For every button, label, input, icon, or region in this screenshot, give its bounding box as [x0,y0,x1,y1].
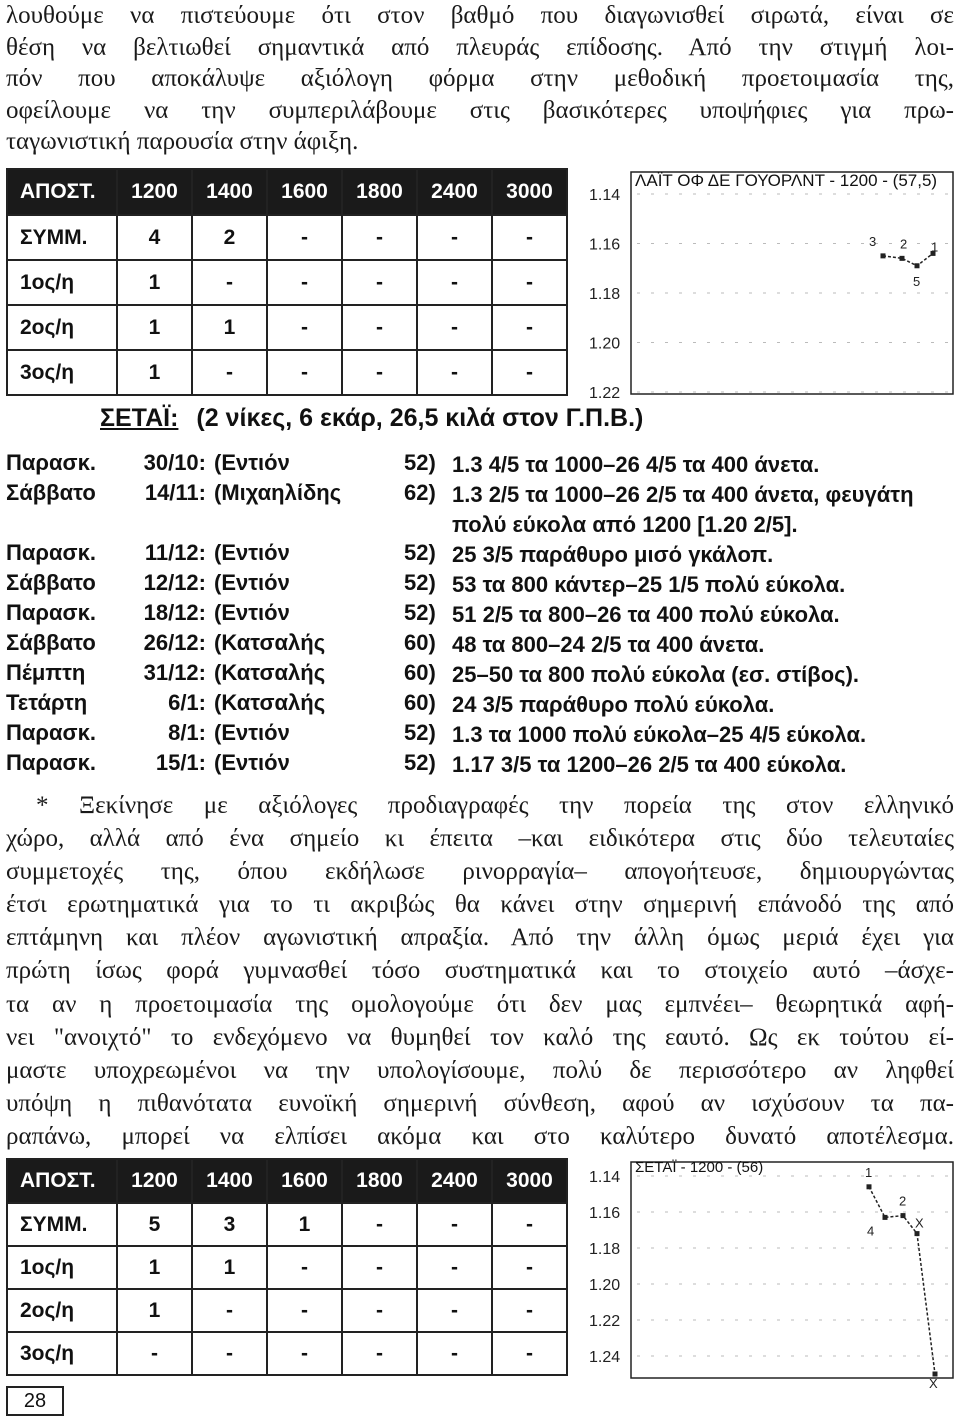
table-cell: 1ος/η [7,260,117,305]
table-header-cell: 1200 [117,1159,192,1203]
table-cell: - [342,350,417,395]
table-cell: - [492,350,567,395]
race-weight: 52) [404,570,436,595]
table-cell: 2ος/η [7,305,117,350]
race-jockey: (Κατσαλής [214,630,326,655]
table-cell: - [417,350,492,395]
list-item [6,450,956,480]
table-cell: - [267,1246,342,1289]
table-cell: - [417,260,492,305]
table-header-cell: 1400 [192,169,267,215]
race-comment: 1.17 3/5 τα 1200–26 2/5 τα 400 εύκολα. [452,752,847,777]
table-cell: 4 [117,215,192,260]
intro-line: θέση να βελτιωθεί σημαντικά από πλευράς επίδοσης. Από την στιγμή λοι- [6,33,954,61]
table-cell: - [342,1289,417,1332]
chart-svg [585,166,956,402]
race-weight: 60) [404,690,436,715]
list-item [6,540,956,570]
race-weight: 60) [404,630,436,655]
race-date: 6/1: [168,690,206,715]
data-point [881,253,886,258]
race-jockey: (Εντιόν [214,540,290,565]
list-item [6,720,956,750]
table-cell: - [492,215,567,260]
race-comment: 48 τα 800–24 2/5 τα 400 άνετα. [452,632,765,657]
race-weight: 52) [404,600,436,625]
table-cell: - [342,215,417,260]
table-cell: - [342,305,417,350]
analysis-line: επτάμηνη και πλέον αγωνιστική απραξία. Από την άλλη όμως μεριά έχει για [6,924,954,952]
race-day: Σάββατο [6,480,96,505]
point-label: 2 [899,1193,907,1209]
intro-paragraph [6,0,954,158]
y-tick-label: 1.14 [589,187,621,204]
table-header-cell: ΑΠΟΣΤ. [7,1159,117,1203]
y-tick-label: 1.18 [589,1241,621,1258]
race-date: 18/12: [143,600,206,625]
intro-line: λουθούμε να πιστεύουμε ότι στον βαθμό που διαγωνισθεί σιρωτά, είναι σε [6,2,954,29]
table-cell: - [267,215,342,260]
chart-title: ΛΑΪΤ ΟΦ ΔΕ ΓΟΥΟΡΛΝΤ - 1200 - (57,5) [635,171,938,190]
point-label: X [929,1376,938,1391]
intro-line: ταγωνιστική παρουσία στην άφιξη. [6,128,359,155]
data-point [867,1184,872,1189]
race-comment: 1.3 2/5 τα 1000–26 2/5 τα 400 άνετα, φευγάτη πολύ εύκολα από 1200 [1.20 2/5]. [452,482,914,537]
list-item [6,660,956,690]
list-item [6,480,956,540]
table-cell: - [192,260,267,305]
list-item [6,630,956,660]
race-date: 11/12: [144,540,206,565]
analysis-line: ραπάνω, μπορεί να ελπίσει ακόμα και στο καλύτερο δυνατό αποτέλεσμα. [6,1122,954,1150]
analysis-line: * Ξεκίνησε με αξιόλογες προδιαγραφές την πορεία της στον ελληνικό [36,792,954,819]
y-tick-label: 1.20 [589,335,621,353]
table-cell: 5 [117,1203,192,1246]
intro-line: πόν που αποκάλυψε αξιόλογη φόρμα στην μεθοδική προετοιμασία της, [6,65,954,92]
race-date: 8/1: [168,720,206,745]
point-label: X [915,1215,924,1231]
speed-chart-2 [585,1158,956,1391]
race-comment: 1.3 τα 1000 πολύ εύκολα–25 4/5 εύκολα. [452,722,867,747]
race-day: Τετάρτη [6,690,88,715]
race-day: Παρασκ. [6,750,96,775]
table-header-cell: 1800 [342,169,417,215]
table-cell: - [492,1246,567,1289]
speed-chart-1 [585,166,956,402]
table-cell: 2 [192,215,267,260]
point-label: 1 [931,239,939,255]
race-jockey: (Εντιόν [214,600,290,625]
table-row [7,1203,567,1246]
table-row [7,305,567,350]
table-row [7,1289,567,1332]
workout-list [6,450,956,780]
horse-record: (2 νίκες, 6 εκάρ, 26,5 κιλά στον Γ.Π.Β.) [196,404,644,432]
data-point [915,263,920,268]
table-cell: 1 [117,305,192,350]
point-label: 1 [865,1164,873,1180]
race-comment: 53 τα 800 κάντερ–25 1/5 πολύ εύκολα. [452,572,846,597]
y-tick-label: 1.24 [589,1349,621,1366]
data-point [900,256,905,261]
table-cell: - [267,1332,342,1375]
analysis-line: τα αν η προετοιμασία της ομολογούμε ότι δεν μας εμπνέει– θεωρητικά αφή- [6,990,954,1018]
chart-svg [585,1158,956,1391]
table-header-cell: 3000 [492,1159,567,1203]
table-cell: - [417,1246,492,1289]
table-header-row [7,1159,567,1203]
race-date: 14/11: [144,480,206,505]
y-tick-label: 1.20 [589,1277,621,1294]
point-label: 4 [867,1223,875,1239]
analysis-line: υπόψη η πιθανότατα ευνοϊκή σημερινή σύνθεση, αφού αν ισχύσουν τα πα- [6,1089,954,1117]
race-comment: 25–50 τα 800 πολύ εύκολα (εσ. στίβος). [452,662,860,687]
table-cell: 2ος/η [7,1289,117,1332]
data-point [915,1231,920,1236]
race-jockey: (Εντιόν [214,570,290,595]
table-cell: 1 [192,305,267,350]
race-date: 30/10: [143,450,206,475]
table-header-cell: 1800 [342,1159,417,1203]
table-cell: - [267,305,342,350]
table-cell: - [117,1332,192,1375]
race-jockey: (Κατσαλής [214,660,326,685]
race-jockey: (Εντιόν [214,720,290,745]
analysis-line: έτσι ερωτηματικά για το τι ακριβώς θα κάνει στην σημερινή επάνοδό της από [6,891,954,919]
table-row [7,1332,567,1375]
table-cell: - [417,215,492,260]
table-cell: 1 [117,1289,192,1332]
table-header-cell: 1200 [117,169,192,215]
list-item [6,750,956,780]
analysis-line: πρώτη ίσως φορά γυμνασθεί τόσο συστηματικά και το στοιχείο αυτό –άσχε- [6,957,954,985]
table-header-cell: 1600 [267,1159,342,1203]
list-item [6,600,956,630]
race-weight: 52) [404,540,436,565]
horse-heading [100,404,643,433]
table-cell: - [192,350,267,395]
race-weight: 52) [404,450,436,475]
race-day: Πέμπτη [6,660,86,685]
table-cell: 1 [267,1203,342,1246]
list-item [6,690,956,720]
table-cell: - [267,1289,342,1332]
data-point [901,1213,906,1218]
table-cell: - [417,305,492,350]
race-comment: 24 3/5 παράθυρο πολύ εύκολα. [452,692,775,717]
table-header-cell: 1400 [192,1159,267,1203]
table-header-cell: 1600 [267,169,342,215]
race-day: Παρασκ. [6,450,96,475]
table-header-cell: 2400 [417,1159,492,1203]
table-cell: - [342,1246,417,1289]
table-cell: - [192,1332,267,1375]
data-point [883,1215,888,1220]
race-day: Σάββατο [6,570,96,595]
race-weight: 62) [404,480,436,505]
table-cell: - [192,1289,267,1332]
y-tick-label: 1.14 [589,1169,621,1186]
intro-line: οφείλουμε να την συμπεριλάβουμε στις βασικότερες υποψήφιες για πρω- [6,96,954,124]
analysis-line: συμμετοχές της, όπου εκδήλωσε ρινορραγία– απογοήτευσε, δημιουργώντας [6,858,954,886]
table-cell: - [492,305,567,350]
table-cell: 1 [117,1246,192,1289]
point-label: 2 [900,236,908,252]
race-day: Παρασκ. [6,540,96,565]
table-cell: - [267,260,342,305]
point-label: 5 [913,273,921,289]
race-weight: 52) [404,720,436,745]
table-cell: 1ος/η [7,1246,117,1289]
y-tick-label: 1.18 [589,286,621,303]
table-cell: ΣΥΜΜ. [7,1203,117,1246]
y-tick-label: 1.22 [589,1313,621,1330]
table-cell: - [417,1289,492,1332]
y-tick-label: 1.16 [589,236,621,254]
plot-frame [631,172,953,394]
race-date: 26/12: [143,630,206,655]
race-jockey: (Εντιόν [214,750,290,775]
table-cell: 3ος/η [7,1332,117,1375]
race-date: 15/1: [155,750,206,775]
race-date: 12/12: [143,570,206,595]
chart-title: ΣΕΤΑΪ - 1200 - (56) [635,1159,764,1176]
table-cell: - [492,260,567,305]
y-tick-label: 1.16 [589,1205,621,1222]
horse-name: ΣΕΤΑΪ: [100,404,179,432]
table-cell: 1 [192,1246,267,1289]
point-label: 3 [869,233,877,249]
table-row [7,1246,567,1289]
page-number: 28 [6,1386,64,1416]
race-comment: 51 2/5 τα 800–26 τα 400 πολύ εύκολα. [452,602,840,627]
table-cell: - [492,1332,567,1375]
table-header-cell: 3000 [492,169,567,215]
table-row [7,215,567,260]
table-cell: 1 [117,260,192,305]
table-header-cell: ΑΠΟΣΤ. [7,169,117,215]
table-cell: 3 [192,1203,267,1246]
table-cell: ΣΥΜΜ. [7,215,117,260]
analysis-line: νει "ανοιχτό" το ενδεχόμενο να θυμηθεί τον καλό της εαυτό. Ως εκ τούτου εί- [6,1023,954,1051]
table-cell: - [492,1203,567,1246]
distance-stats-table-1 [6,168,568,396]
table-cell: - [342,1203,417,1246]
race-comment: 1.3 4/5 τα 1000–26 4/5 τα 400 άνετα. [452,452,820,477]
y-tick-label: 1.22 [589,385,621,402]
table-cell: 3ος/η [7,350,117,395]
race-date: 31/12: [143,660,206,685]
race-jockey: (Μιχαηλίδης [214,480,342,505]
analysis-line: χώρο, αλλά από ένα σημείο κι έπειτα –και ειδικότερα στις δύο τελευταίες [6,825,954,853]
race-jockey: (Εντιόν [214,450,290,475]
table-header-cell: 2400 [417,169,492,215]
table-cell: - [267,350,342,395]
table-cell: - [342,260,417,305]
table-cell: 1 [117,350,192,395]
table-cell: - [342,1332,417,1375]
table-cell: - [417,1203,492,1246]
race-day: Σάββατο [6,630,96,655]
table-cell: - [492,1289,567,1332]
table-row [7,260,567,305]
race-comment: 25 3/5 παράθυρο μισό γκάλοπ. [452,542,774,567]
table-cell: - [417,1332,492,1375]
race-weight: 60) [404,660,436,685]
race-weight: 52) [404,750,436,775]
race-jockey: (Κατσαλής [214,690,326,715]
table-header-row [7,169,567,215]
race-day: Παρασκ. [6,720,96,745]
distance-stats-table-2 [6,1158,568,1376]
series-line [883,253,933,265]
list-item [6,570,956,600]
race-day: Παρασκ. [6,600,96,625]
table-row [7,350,567,395]
analysis-paragraph [6,789,954,1153]
analysis-line: μαστε υποχρεωμένοι να την υπολογίσουμε, πολύ δε περισσότερο αν ληφθεί [6,1056,954,1084]
